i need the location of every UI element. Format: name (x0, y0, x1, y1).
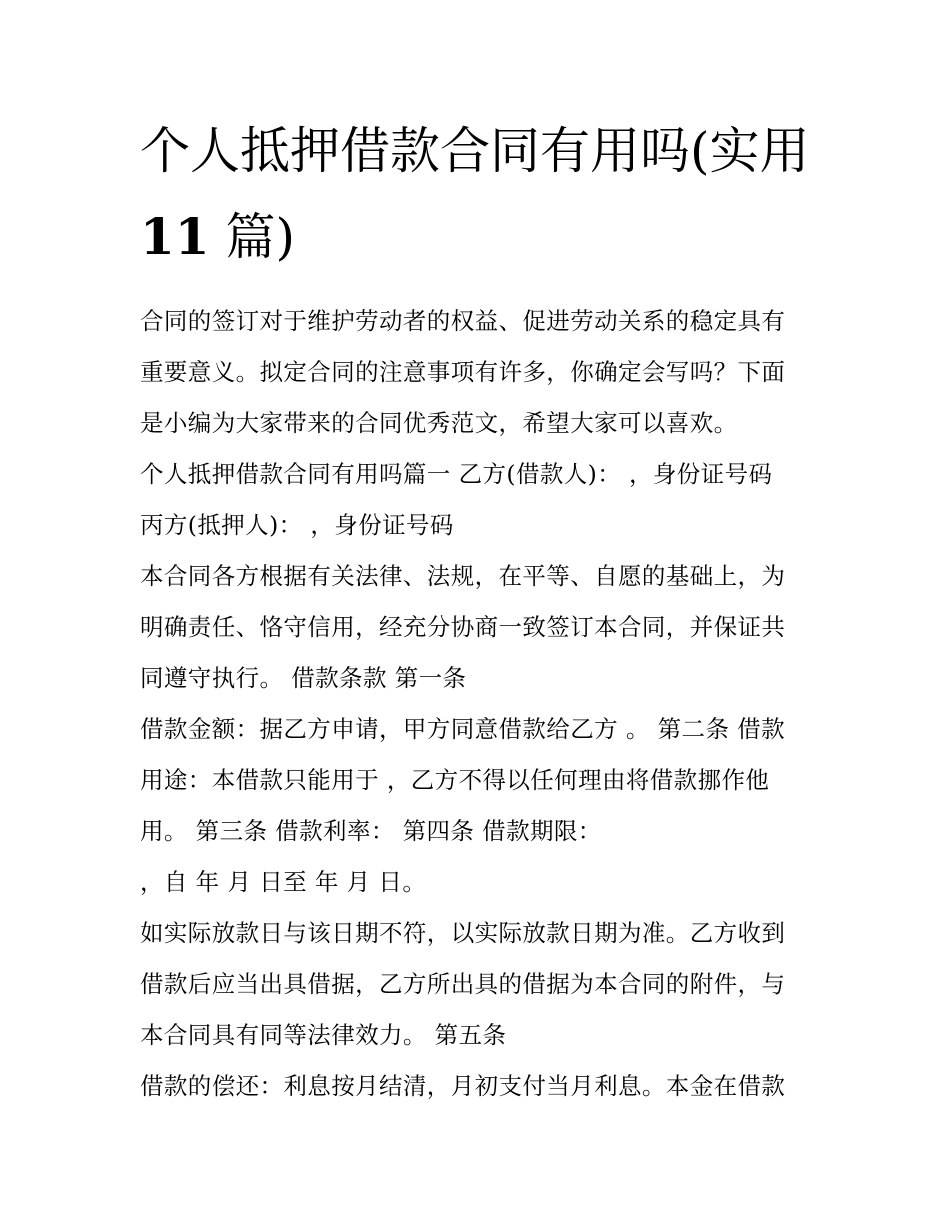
text-line: 借款金额：据乙方申请，甲方同意借款给乙方 。 第二条 借款 (140, 715, 786, 743)
text-line: 重要意义。拟定合同的注意事项有许多，你确定会写吗？下面 (140, 358, 786, 386)
paragraph-loan-terms (140, 704, 812, 857)
title-suffix: 篇) (209, 208, 295, 266)
document-page (140, 108, 812, 1112)
text-line: 本合同各方根据有关法律、法规，在平等、自愿的基础上，为 (140, 562, 786, 590)
title-number: 11 (140, 207, 210, 266)
paragraph-repayment (140, 1061, 812, 1112)
text-line: 本合同具有同等法律效力。 第五条 (140, 1021, 507, 1049)
text-line: 个人抵押借款合同有用吗篇一 乙方(借款人)： ，身份证号码 (140, 460, 773, 488)
text-line: 借款后应当出具借据，乙方所出具的借据为本合同的附件，与 (140, 970, 786, 998)
title-line-2 (140, 194, 812, 280)
text-line: 合同的签订对于维护劳动者的权益、促进劳动关系的稳定具有 (140, 307, 786, 335)
text-line: 借款的偿还：利息按月结清，月初支付当月利息。本金在借款 (140, 1072, 786, 1100)
text-line: 明确责任、恪守信用，经充分协商一致签订本合同，并保证共 (140, 613, 786, 641)
paragraph-disbursement (140, 908, 812, 1061)
paragraph-intro (140, 296, 812, 449)
text-line: 用途：本借款只能用于 ，乙方不得以任何理由将借款挪作他 (140, 766, 770, 794)
text-line: 丙方(抵押人)： ，身份证号码 (140, 511, 454, 539)
paragraph-preamble (140, 551, 812, 704)
paragraph-parties (140, 449, 812, 551)
text-line: 同遵守执行。 借款条款 第一条 (140, 664, 467, 692)
title-line-1: 个人抵押借款合同有用吗(实用 (140, 122, 810, 180)
text-line: 如实际放款日与该日期不符，以实际放款日期为准。乙方收到 (140, 919, 786, 947)
text-line: ，自 年 月 日至 年 月 日。 (140, 868, 427, 896)
document-title (140, 108, 812, 280)
text-line: 用。 第三条 借款利率： 第四条 借款期限： (140, 817, 602, 845)
document-body (140, 296, 812, 1112)
paragraph-loan-period (140, 857, 812, 908)
text-line: 是小编为大家带来的合同优秀范文，希望大家可以喜欢。 (140, 409, 738, 437)
